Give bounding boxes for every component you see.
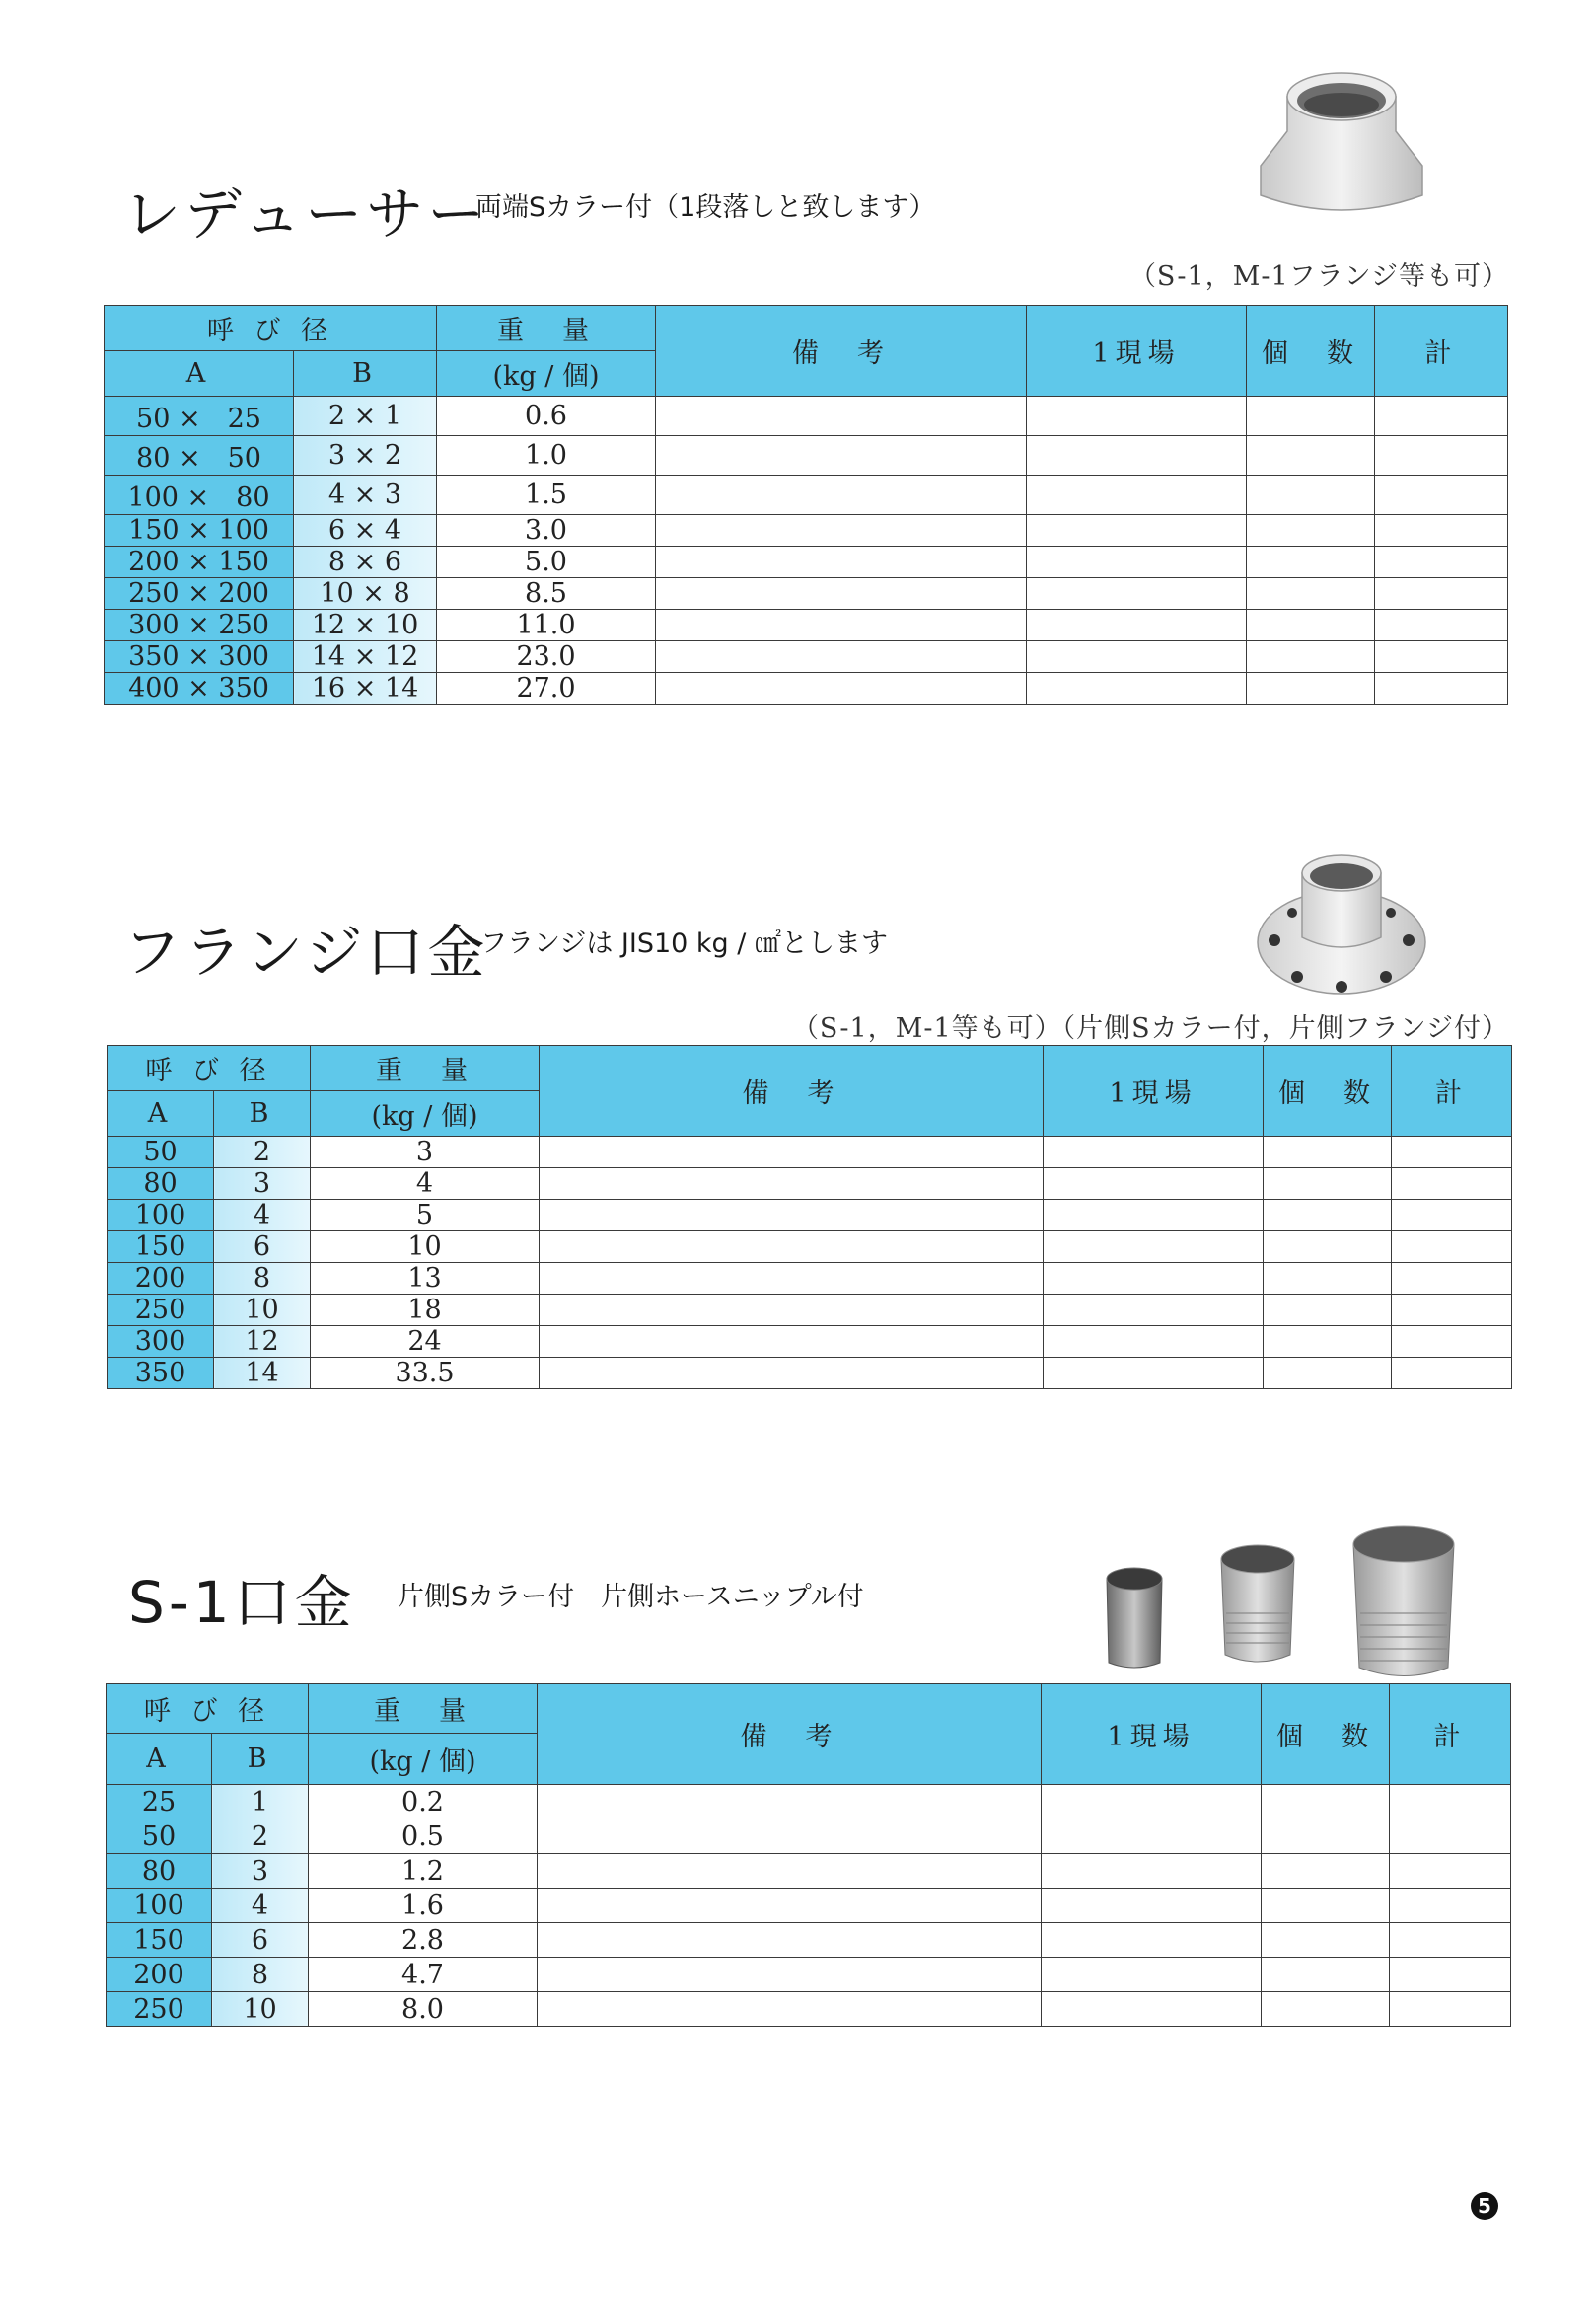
col-a-header: A <box>105 351 294 397</box>
cell-remarks <box>538 1785 1042 1819</box>
cell-remarks <box>538 1854 1042 1889</box>
cell-total <box>1390 1785 1511 1819</box>
cell-b: 6 × 4 <box>294 515 437 547</box>
cell-weight: 8.5 <box>437 578 656 610</box>
cell-count <box>1247 673 1375 705</box>
cell-count <box>1247 397 1375 436</box>
cell-total <box>1375 476 1508 515</box>
table-row <box>108 1168 1512 1200</box>
cell-site <box>1044 1295 1264 1326</box>
col-a-header: A <box>108 1091 214 1137</box>
table-row <box>108 1295 1512 1326</box>
cell-b: 8 × 6 <box>294 547 437 578</box>
cell-weight: 1.2 <box>309 1854 538 1889</box>
cell-total <box>1375 436 1508 476</box>
cell-site <box>1042 1785 1262 1819</box>
cell-weight: 1.6 <box>309 1889 538 1923</box>
cell-a: 350 × 300 <box>105 641 294 673</box>
weight-unit-header: (kg / 個) <box>311 1091 540 1137</box>
cell-total <box>1375 578 1508 610</box>
cell-total <box>1392 1200 1512 1231</box>
cell-b: 2 <box>214 1137 311 1168</box>
cell-weight: 24 <box>311 1326 540 1358</box>
table-row <box>107 1992 1511 2027</box>
cell-a: 300 <box>108 1326 214 1358</box>
table-row <box>108 1326 1512 1358</box>
cell-remarks <box>656 515 1027 547</box>
flange-title: フランジ口金 <box>123 919 489 986</box>
cell-total <box>1392 1231 1512 1263</box>
cell-a: 350 <box>108 1358 214 1389</box>
cell-total <box>1375 673 1508 705</box>
weight-header: 重 量 <box>311 1046 540 1091</box>
cell-remarks <box>540 1326 1044 1358</box>
cell-site <box>1042 1854 1262 1889</box>
cell-total <box>1375 610 1508 641</box>
cell-a: 80 <box>108 1168 214 1200</box>
cell-count <box>1262 1923 1390 1958</box>
cell-a: 80 × 50 <box>105 436 294 476</box>
cell-site <box>1042 1992 1262 2027</box>
cell-count <box>1247 578 1375 610</box>
cell-count <box>1247 610 1375 641</box>
cell-remarks <box>540 1137 1044 1168</box>
cell-count <box>1247 515 1375 547</box>
cell-weight: 10 <box>311 1231 540 1263</box>
cell-total <box>1390 1854 1511 1889</box>
cell-total <box>1390 1958 1511 1992</box>
table-row <box>105 436 1508 476</box>
cell-weight: 0.2 <box>309 1785 538 1819</box>
cell-a: 50 <box>107 1819 212 1854</box>
cell-site <box>1044 1326 1264 1358</box>
cell-weight: 0.5 <box>309 1819 538 1854</box>
cell-count <box>1264 1200 1392 1231</box>
weight-unit-header: (kg / 個) <box>437 351 656 397</box>
s1-rows <box>107 1785 1511 2027</box>
flange-rows <box>108 1137 1512 1389</box>
cell-total <box>1392 1137 1512 1168</box>
cell-a: 150 <box>107 1923 212 1958</box>
total-header: 計 <box>1392 1046 1512 1137</box>
cell-total <box>1375 641 1508 673</box>
cell-b: 3 × 2 <box>294 436 437 476</box>
cell-count <box>1264 1168 1392 1200</box>
cell-remarks <box>656 673 1027 705</box>
cell-count <box>1264 1295 1392 1326</box>
cell-site <box>1027 436 1247 476</box>
table-row <box>105 641 1508 673</box>
weight-header: 重 量 <box>309 1684 538 1734</box>
cell-site <box>1027 397 1247 436</box>
cell-total <box>1392 1295 1512 1326</box>
cell-b: 10 × 8 <box>294 578 437 610</box>
cell-a: 100 × 80 <box>105 476 294 515</box>
table-row <box>108 1231 1512 1263</box>
cell-site <box>1042 1923 1262 1958</box>
cell-remarks <box>656 641 1027 673</box>
cell-site <box>1027 515 1247 547</box>
cell-remarks <box>656 476 1027 515</box>
cell-b: 10 <box>212 1992 309 2027</box>
cell-total <box>1392 1358 1512 1389</box>
remarks-header: 備 考 <box>540 1046 1044 1137</box>
count-header: 個 数 <box>1247 306 1375 397</box>
cell-b: 3 <box>212 1854 309 1889</box>
cell-b: 8 <box>212 1958 309 1992</box>
s1-table <box>106 1683 1511 2027</box>
cell-a: 300 × 250 <box>105 610 294 641</box>
cell-b: 2 <box>212 1819 309 1854</box>
site-header: 1現場 <box>1042 1684 1262 1785</box>
col-a-header: A <box>107 1734 212 1785</box>
cell-site <box>1044 1168 1264 1200</box>
cell-b: 1 <box>212 1785 309 1819</box>
cell-a: 150 <box>108 1231 214 1263</box>
cell-site <box>1027 673 1247 705</box>
page-number: 5 <box>1471 2192 1498 2220</box>
table-row <box>105 476 1508 515</box>
reducer-photo <box>1253 57 1430 220</box>
table-row <box>108 1137 1512 1168</box>
cell-site <box>1042 1958 1262 1992</box>
cell-b: 4 <box>214 1200 311 1231</box>
cell-count <box>1264 1231 1392 1263</box>
cell-b: 4 × 3 <box>294 476 437 515</box>
cell-a: 200 <box>107 1958 212 1992</box>
cell-a: 250 × 200 <box>105 578 294 610</box>
reducer-title: レデューサー <box>123 181 489 248</box>
cell-b: 14 × 12 <box>294 641 437 673</box>
table-row <box>105 397 1508 436</box>
s1-subtitle: 片側Sカラー付 片側ホースニップル付 <box>398 1582 864 1612</box>
cell-a: 100 <box>108 1200 214 1231</box>
cell-total <box>1375 515 1508 547</box>
cell-total <box>1390 1889 1511 1923</box>
cell-remarks <box>656 397 1027 436</box>
table-row <box>105 578 1508 610</box>
cell-count <box>1247 476 1375 515</box>
col-b-header: B <box>294 351 437 397</box>
cell-site <box>1044 1231 1264 1263</box>
cell-remarks <box>540 1295 1044 1326</box>
cell-weight: 5 <box>311 1200 540 1231</box>
cell-count <box>1262 1992 1390 2027</box>
cell-weight: 13 <box>311 1263 540 1295</box>
cell-b: 8 <box>214 1263 311 1295</box>
weight-header: 重 量 <box>437 306 656 351</box>
cell-b: 2 × 1 <box>294 397 437 436</box>
cell-b: 14 <box>214 1358 311 1389</box>
table-row <box>107 1958 1511 1992</box>
flange-subtitle: フランジは JIS10 kg / ㎠とします <box>480 928 888 959</box>
cell-total <box>1390 1992 1511 2027</box>
cell-remarks <box>538 1992 1042 2027</box>
cell-site <box>1027 476 1247 515</box>
cell-site <box>1042 1819 1262 1854</box>
cell-count <box>1264 1263 1392 1295</box>
cell-count <box>1264 1358 1392 1389</box>
table-row <box>105 673 1508 705</box>
table-row <box>107 1854 1511 1889</box>
s1-photos <box>1095 1524 1470 1682</box>
cell-weight: 2.8 <box>309 1923 538 1958</box>
flange-table <box>107 1045 1512 1389</box>
weight-unit-header: (kg / 個) <box>309 1734 538 1785</box>
cell-a: 100 <box>107 1889 212 1923</box>
cell-remarks <box>656 547 1027 578</box>
cell-count <box>1247 641 1375 673</box>
cell-remarks <box>540 1358 1044 1389</box>
cell-a: 50 × 25 <box>105 397 294 436</box>
cell-remarks <box>540 1200 1044 1231</box>
cell-site <box>1027 578 1247 610</box>
cell-b: 3 <box>214 1168 311 1200</box>
cell-site <box>1027 610 1247 641</box>
reducer-subtitle: 両端Sカラー付（1段落しと致します） <box>475 192 936 223</box>
cell-site <box>1042 1889 1262 1923</box>
cell-remarks <box>540 1168 1044 1200</box>
cell-a: 200 <box>108 1263 214 1295</box>
table-row <box>107 1785 1511 1819</box>
cell-count <box>1247 436 1375 476</box>
cell-total <box>1390 1923 1511 1958</box>
cell-b: 16 × 14 <box>294 673 437 705</box>
cell-site <box>1044 1200 1264 1231</box>
cell-b: 6 <box>214 1231 311 1263</box>
cell-weight: 4 <box>311 1168 540 1200</box>
cell-b: 12 × 10 <box>294 610 437 641</box>
col-b-header: B <box>214 1091 311 1137</box>
table-row <box>108 1263 1512 1295</box>
remarks-header: 備 考 <box>538 1684 1042 1785</box>
site-header: 1現場 <box>1044 1046 1264 1137</box>
total-header: 計 <box>1375 306 1508 397</box>
cell-a: 25 <box>107 1785 212 1819</box>
cell-weight: 3 <box>311 1137 540 1168</box>
table-row <box>105 515 1508 547</box>
cell-total <box>1392 1168 1512 1200</box>
cell-site <box>1044 1263 1264 1295</box>
cell-remarks <box>538 1889 1042 1923</box>
cell-a: 150 × 100 <box>105 515 294 547</box>
cell-remarks <box>656 610 1027 641</box>
col-b-header: B <box>212 1734 309 1785</box>
cell-site <box>1027 547 1247 578</box>
cell-weight: 33.5 <box>311 1358 540 1389</box>
cell-total <box>1392 1326 1512 1358</box>
flange-note: （S-1，M-1等も可）（片側Sカラー付，片側フランジ付） <box>791 1013 1509 1044</box>
cell-count <box>1247 547 1375 578</box>
cell-weight: 11.0 <box>437 610 656 641</box>
cell-count <box>1264 1326 1392 1358</box>
s1-title: S-1口金 <box>128 1569 356 1636</box>
table-row <box>107 1889 1511 1923</box>
cell-site <box>1027 641 1247 673</box>
cell-total <box>1392 1263 1512 1295</box>
cell-weight: 4.7 <box>309 1958 538 1992</box>
remarks-header: 備 考 <box>656 306 1027 397</box>
cell-a: 200 × 150 <box>105 547 294 578</box>
reducer-rows <box>105 397 1508 705</box>
cell-b: 10 <box>214 1295 311 1326</box>
cell-a: 80 <box>107 1854 212 1889</box>
cell-total <box>1375 397 1508 436</box>
cell-weight: 23.0 <box>437 641 656 673</box>
flange-photo <box>1253 844 1430 1002</box>
cell-weight: 5.0 <box>437 547 656 578</box>
cell-count <box>1264 1137 1392 1168</box>
cell-a: 250 <box>107 1992 212 2027</box>
cell-a: 400 × 350 <box>105 673 294 705</box>
cell-weight: 18 <box>311 1295 540 1326</box>
nominal-diameter-header: 呼 び 径 <box>105 306 437 351</box>
cell-b: 12 <box>214 1326 311 1358</box>
cell-count <box>1262 1854 1390 1889</box>
cell-remarks <box>656 578 1027 610</box>
cell-remarks <box>538 1923 1042 1958</box>
reducer-table <box>104 305 1508 705</box>
cell-site <box>1044 1137 1264 1168</box>
site-header: 1現場 <box>1027 306 1247 397</box>
cell-a: 50 <box>108 1137 214 1168</box>
cell-remarks <box>538 1819 1042 1854</box>
cell-remarks <box>540 1263 1044 1295</box>
cell-count <box>1262 1819 1390 1854</box>
cell-remarks <box>538 1958 1042 1992</box>
nominal-diameter-header: 呼 び 径 <box>107 1684 309 1734</box>
cell-weight: 27.0 <box>437 673 656 705</box>
reducer-note: （S-1，M-1フランジ等も可） <box>1128 261 1509 292</box>
cell-total <box>1375 547 1508 578</box>
cell-b: 4 <box>212 1889 309 1923</box>
table-row <box>108 1358 1512 1389</box>
cell-weight: 1.5 <box>437 476 656 515</box>
cell-count <box>1262 1889 1390 1923</box>
cell-remarks <box>656 436 1027 476</box>
cell-remarks <box>540 1231 1044 1263</box>
table-row <box>107 1923 1511 1958</box>
cell-weight: 1.0 <box>437 436 656 476</box>
cell-weight: 0.6 <box>437 397 656 436</box>
cell-a: 250 <box>108 1295 214 1326</box>
cell-count <box>1262 1958 1390 1992</box>
cell-b: 6 <box>212 1923 309 1958</box>
table-row <box>105 547 1508 578</box>
nominal-diameter-header: 呼 び 径 <box>108 1046 311 1091</box>
count-header: 個 数 <box>1262 1684 1390 1785</box>
cell-count <box>1262 1785 1390 1819</box>
table-row <box>107 1819 1511 1854</box>
cell-weight: 8.0 <box>309 1992 538 2027</box>
table-row <box>105 610 1508 641</box>
count-header: 個 数 <box>1264 1046 1392 1137</box>
cell-weight: 3.0 <box>437 515 656 547</box>
total-header: 計 <box>1390 1684 1511 1785</box>
cell-site <box>1044 1358 1264 1389</box>
cell-total <box>1390 1819 1511 1854</box>
table-row <box>108 1200 1512 1231</box>
